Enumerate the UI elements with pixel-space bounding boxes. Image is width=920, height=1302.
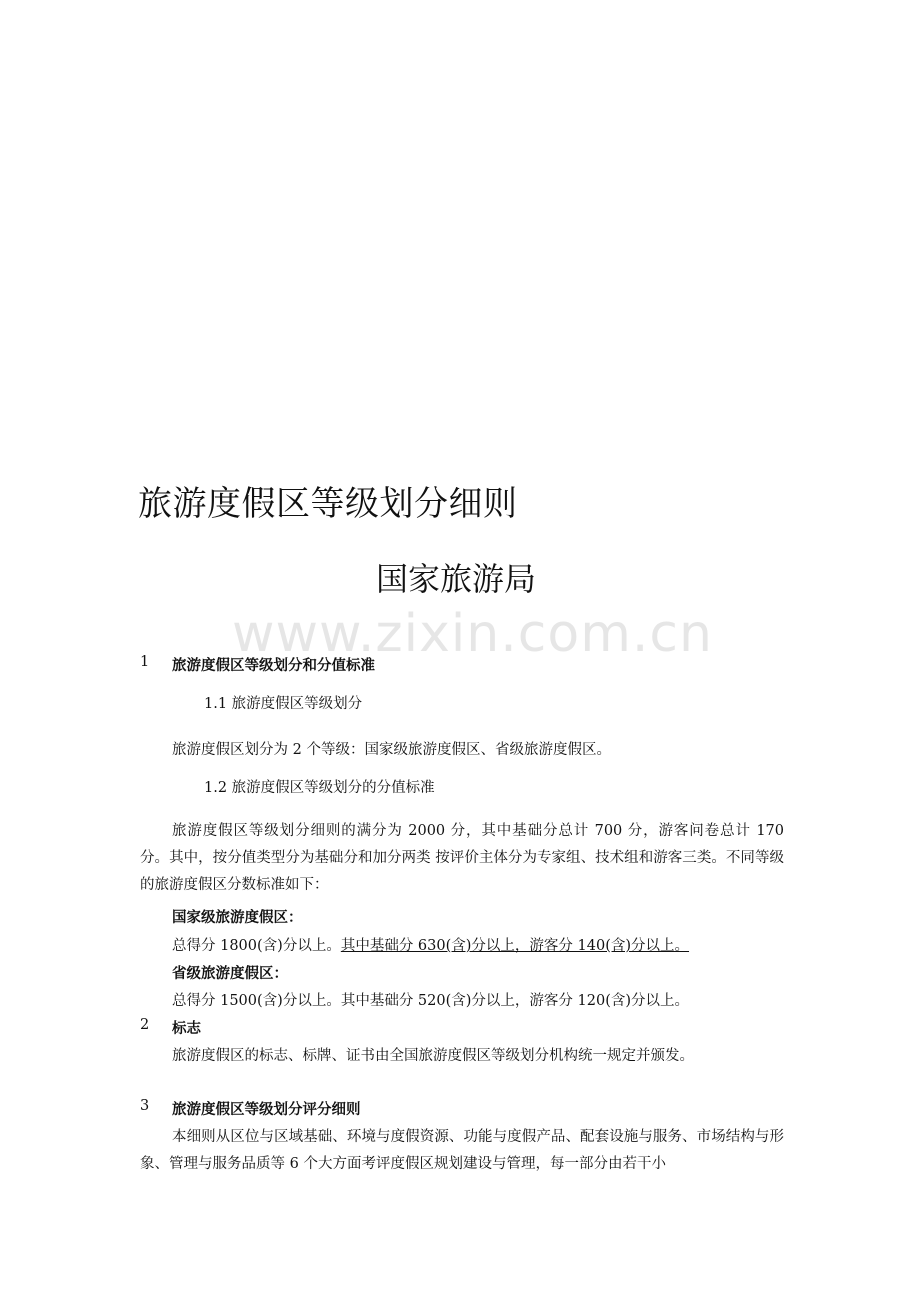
subsection-1-1-heading: 1.1 旅游度假区等级划分 [204, 696, 363, 712]
national-level-total: 总得分 1800(含)分以上。 [172, 938, 341, 954]
scoring-standard-paragraph: 旅游度假区等级划分细则的满分为 2000 分，其中基础分总计 700 分，游客问卷总计 170 分。其中，按分值类型分为基础分和加分两类 按评价主体分为专家组、技术组和游客三类。不同等级的旅游度假区分数标准如下： [140, 823, 784, 893]
document-subtitle: 国家旅游局 [376, 560, 537, 598]
national-level-label: 国家级旅游度假区： [172, 910, 303, 926]
national-level-detail: 其中基础分 630(含)分以上，游客分 140(含)分以上。 [340, 938, 690, 954]
section-2-heading: 标志 [172, 1021, 201, 1037]
provincial-level-criteria: 总得分 1500(含)分以上。其中基础分 520(含)分以上，游客分 120(含)分以上。 [172, 993, 690, 1009]
watermark-text: www.zixin.com.cn [232, 604, 713, 664]
subsection-1-2-heading: 1.2 旅游度假区等级划分的分值标准 [204, 780, 435, 796]
section-3-paragraph: 本细则从区位与区域基础、环境与度假资源、功能与度假产品、配套设施与服务、市场结构与形象、管理与服务品质等 6 个大方面考评度假区规划建设与管理，每一部分由若干小 [140, 1129, 784, 1172]
section-3-heading: 旅游度假区等级划分评分细则 [172, 1102, 361, 1118]
subsection-1-1-text: 旅游度假区划分为 2 个等级：国家级旅游度假区、省级旅游度假区。 [172, 742, 611, 758]
document-title: 旅游度假区等级划分细则 [138, 484, 518, 524]
section-2-text: 旅游度假区的标志、标牌、证书由全国旅游度假区等级划分机构统一规定并颁发。 [172, 1048, 694, 1064]
section-1-heading: 旅游度假区等级划分和分值标准 [172, 658, 375, 674]
section-2-number: 2 [140, 1017, 150, 1033]
national-level-criteria [172, 934, 689, 955]
provincial-level-label: 省级旅游度假区： [172, 966, 288, 982]
section-1-number: 1 [140, 654, 150, 670]
section-3-number: 3 [140, 1098, 150, 1114]
